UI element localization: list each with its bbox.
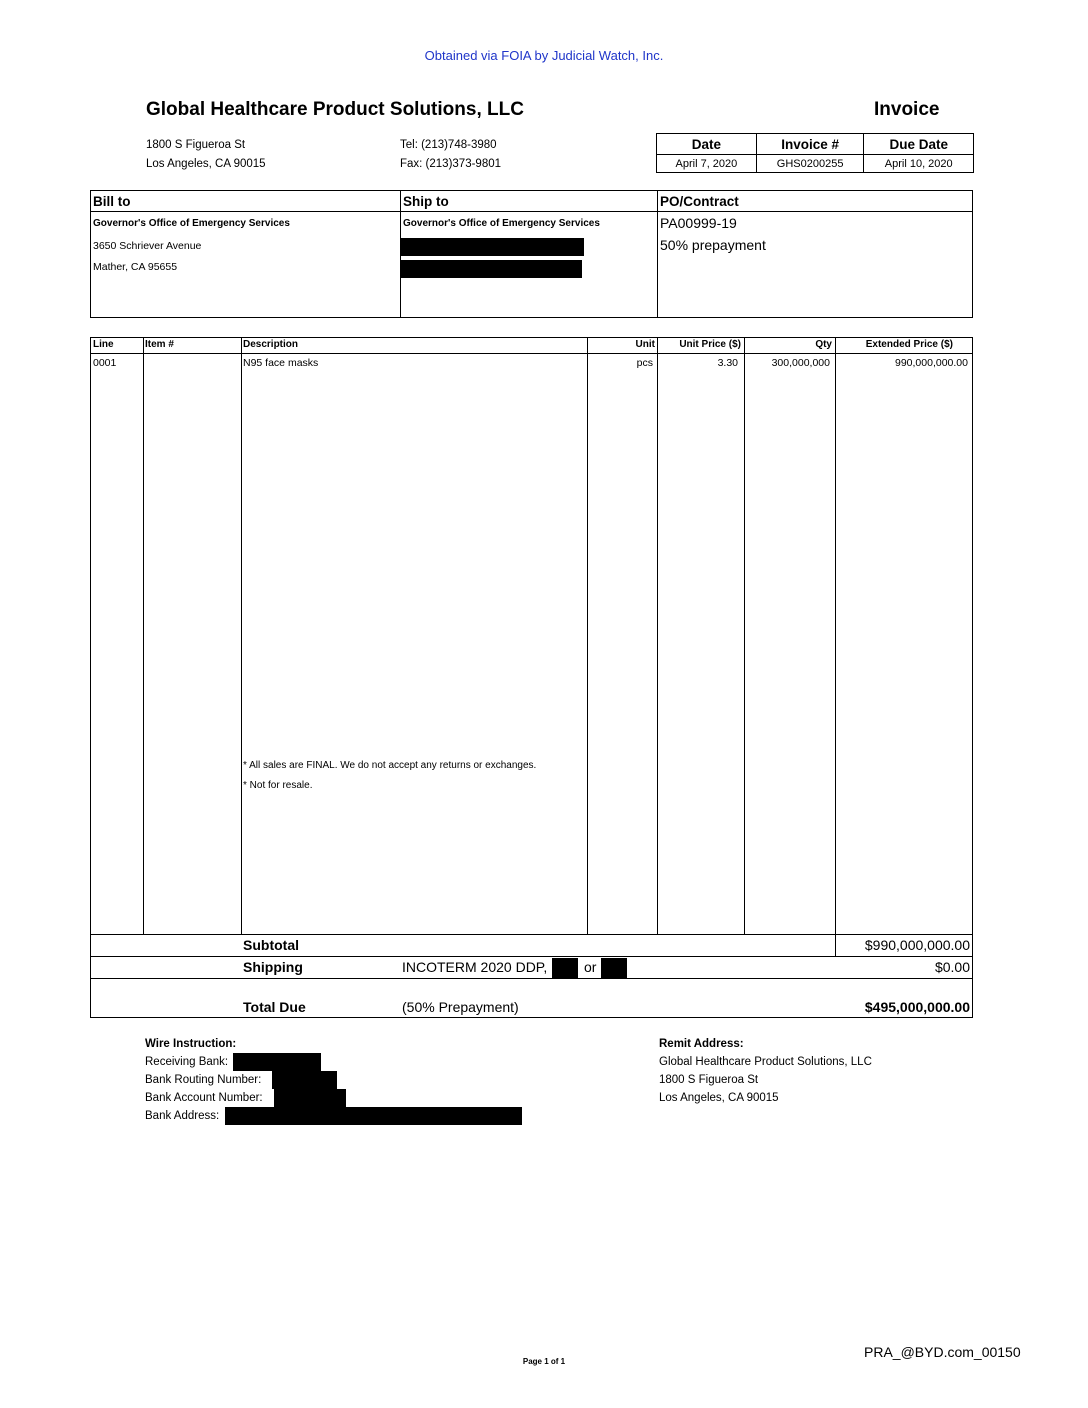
company-fax: Fax: (213)373-9801 <box>400 158 502 170</box>
col-header-qty: Qty <box>815 339 832 350</box>
subtotal-label: Subtotal <box>243 937 299 953</box>
invoice-meta-table <box>656 133 974 173</box>
company-address-line1: 1800 S Figueroa St <box>146 139 246 151</box>
po-number: PA00999-19 <box>660 215 737 231</box>
wire-title: Wire Instruction: <box>145 1038 237 1050</box>
wire-address <box>145 1107 545 1125</box>
due-date-header: Due Date <box>864 134 974 155</box>
remit-address <box>659 1035 959 1107</box>
company-address-line2: Los Angeles, CA 90015 <box>146 158 266 170</box>
redaction-block <box>233 1053 321 1071</box>
row-qty: 300,000,000 <box>771 357 830 369</box>
date-header: Date <box>657 134 757 155</box>
col-header-line: Line <box>93 339 114 350</box>
redaction-block <box>225 1107 522 1125</box>
ship-to-column <box>401 191 658 317</box>
row-line-number: 0001 <box>93 357 117 369</box>
bates-number: PRA_@BYD.com_00150 <box>864 1344 1021 1360</box>
shipping-or: or <box>584 959 597 975</box>
invoice-number-header: Invoice # <box>756 134 864 155</box>
wire-account <box>145 1089 545 1107</box>
subtotal-amount: $990,000,000.00 <box>864 937 970 953</box>
remit-title: Remit Address: <box>659 1038 744 1050</box>
billing-shipping-box <box>90 190 973 318</box>
redaction-block <box>552 958 578 978</box>
totals-section <box>90 935 973 1018</box>
wire-routing-label: Bank Routing Number: <box>145 1074 262 1086</box>
bill-to-column <box>91 191 401 317</box>
col-header-item: Item # <box>145 339 174 350</box>
po-label: PO/Contract <box>660 194 739 209</box>
bill-to-line1: Governor's Office of Emergency Services <box>93 218 290 229</box>
bill-to-label: Bill to <box>93 194 131 209</box>
ship-to-label: Ship to <box>403 194 449 209</box>
wire-address-label: Bank Address: <box>145 1110 220 1122</box>
po-prepayment-note: 50% prepayment <box>660 237 766 253</box>
wire-receiving-bank <box>145 1053 545 1071</box>
redaction-block <box>401 238 584 256</box>
redaction-block <box>601 958 627 978</box>
col-header-unit: Unit <box>635 339 655 350</box>
foia-watermark: Obtained via FOIA by Judicial Watch, Inc. <box>424 48 664 63</box>
row-description: N95 face masks <box>243 357 319 369</box>
wire-instructions <box>145 1035 545 1125</box>
wire-account-label: Bank Account Number: <box>145 1092 263 1104</box>
wire-receiving-bank-label: Receiving Bank: <box>145 1056 229 1068</box>
company-name: Global Healthcare Product Solutions, LLC <box>146 99 524 120</box>
shipping-terms: INCOTERM 2020 DDP, <box>402 959 548 975</box>
sales-final-note: * All sales are FINAL. We do not accept any returns or exchanges. <box>243 760 537 771</box>
bill-to-line3: Mather, CA 95655 <box>93 261 178 273</box>
ship-to-line1: Governor's Office of Emergency Services <box>403 218 600 229</box>
bill-to-line2: 3650 Schriever Avenue <box>93 240 202 252</box>
redaction-block <box>272 1071 337 1089</box>
redaction-block <box>401 260 582 278</box>
total-due-label: Total Due <box>243 999 306 1015</box>
invoice-number: GHS0200255 <box>756 155 864 173</box>
row-unit-price: 3.30 <box>717 357 738 369</box>
col-header-description: Description <box>243 339 299 350</box>
not-for-resale-note: * Not for resale. <box>243 780 313 791</box>
remit-line3: Los Angeles, CA 90015 <box>659 1092 779 1104</box>
row-extended-price: 990,000,000.00 <box>895 357 968 369</box>
remit-line1: Global Healthcare Product Solutions, LLC <box>659 1056 872 1068</box>
items-header-divider <box>91 353 972 354</box>
col-header-unit-price: Unit Price ($) <box>679 339 741 350</box>
document-title: Invoice <box>874 99 940 120</box>
shipping-amount: $0.00 <box>934 959 970 975</box>
remit-line2: 1800 S Figueroa St <box>659 1074 759 1086</box>
total-due-amount: $495,000,000.00 <box>864 999 970 1015</box>
company-tel: Tel: (213)748-3980 <box>400 139 497 151</box>
invoice-date: April 7, 2020 <box>657 155 757 173</box>
due-date: April 10, 2020 <box>864 155 974 173</box>
col-header-extended-price: Extended Price ($) <box>865 339 953 350</box>
shipping-label: Shipping <box>243 959 303 975</box>
wire-routing <box>145 1071 545 1089</box>
total-due-note: (50% Prepayment) <box>402 999 519 1015</box>
page-number: Page 1 of 1 <box>522 1357 566 1366</box>
po-column <box>658 191 972 317</box>
row-unit: pcs <box>636 357 653 369</box>
line-items-table <box>90 337 973 935</box>
redaction-block <box>274 1089 346 1107</box>
